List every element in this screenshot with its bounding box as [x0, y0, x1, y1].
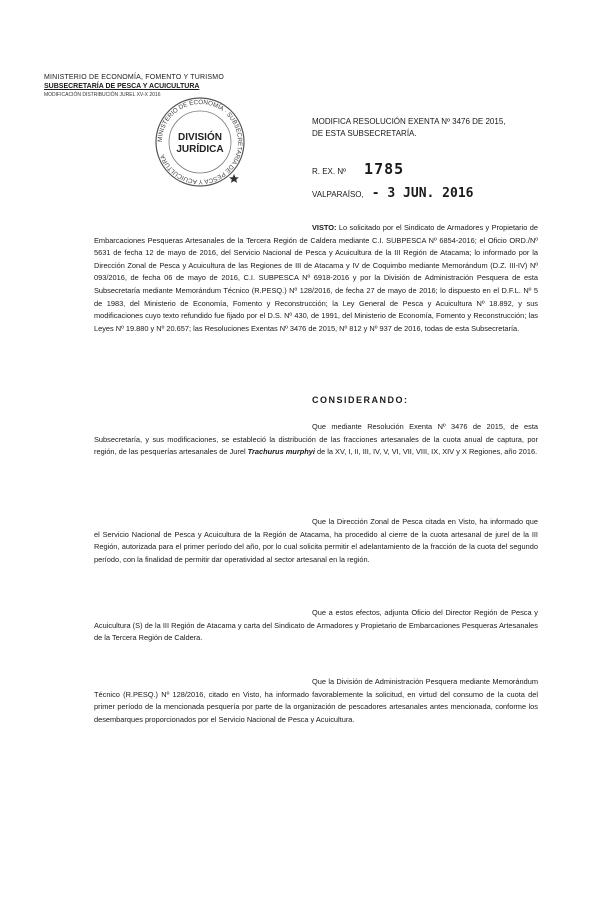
p2-text: Que la Dirección Zonal de Pesca citada en Visto, ha informado que el Servicio Nacional de Pesca y Acuicultura de la Región de Atacama, ha procedido al cierre de la cuota artesanal de jurel de la III Región, autorizada para el primer período del año, por lo cual solicita permitir el adelantamiento de la fracción de la cuota del segundo período, con la finalidad de permitir dar operatividad al sector artesanal en la región. — [94, 517, 538, 564]
considerando-paragraph-3 — [94, 607, 538, 645]
considerando-paragraph-4 — [94, 676, 538, 726]
visto-text: Lo solicitado por el Sindicato de Armadores y Propietario de Embarcaciones Pesqueras Artesanales de la Tercera Región de Caldera mediante C.I. SUBPESCA Nº 6854-2016; el Oficio ORD./Nº 5631 de fecha 12 de mayo de 2016, del Servicio Nacional de Pesca y Acuicultura de la III Región de Atacama; lo informado por la Dirección Zonal de Pesca y Acuicultura de las Regiones de III de Atacama y IV de Coquimbo mediante Memorándum (D.Z. III-IV) Nº 093/2016, de fecha 06 de mayo de 2016, C.I. SUBPESCA Nº 6918-2016 y por la División de Administración Pesquera de esta Subsecretaría mediante Memorándum Técnico (R.PESQ.) Nº 128/2016, de fecha 27 de mayo de 2016; lo dispuesto en el D.F.L. Nº 5 de 1983, del Ministerio de Economía, Fomento y Reconstrucción; la Ley General de Pesca y Acuicultura Nº 18.892, y sus modificaciones cuyo texto refundido fue fijado por el D.S. Nº 430, de 1991, del Ministerio de Economía, Fomento y Reconstrucción; las Leyes Nº 19.880 y Nº 20.657; las Resoluciones Exentas Nº 3476 de 2015, Nº 812 y Nº 937 de 2016, todas de esta Subsecretaría. — [94, 223, 538, 333]
resolution-label: R. EX. Nº — [312, 167, 347, 176]
resolution-number: 1785 — [364, 160, 405, 178]
seal-ring-text: MINISTERIO DE ECONOMÍA · SUBSECRETARÍA DE PESCA Y ACUICULTURA — [156, 98, 244, 186]
seal-line-2: JURÍDICA — [176, 144, 224, 155]
ministry-name: MINISTERIO DE ECONOMÍA, FOMENTO Y TURISMO — [44, 74, 224, 81]
date-row — [312, 186, 473, 201]
resolution-subject — [312, 116, 562, 140]
p1-text-b: de la XV, I, II, III, IV, V, VI, VII, VIII, IX, XIV y X Regiones, año 2016. — [316, 447, 538, 457]
seal-line-1: DIVISIÓN — [178, 132, 222, 143]
subject-line-2: DE ESTA SUBSECRETARÍA. — [312, 129, 417, 138]
p3-text: Que a estos efectos, adjunta Oficio del Director Región de Pesca y Acuicultura (S) de la III Región de Atacama y carta del Sindicato de Armadores y Propietario de Embarcaciones Pesqueras Artesanales de la Tercera Región de Caldera. — [94, 608, 538, 643]
subsecretaria-name: SUBSECRETARÍA DE PESCA Y ACUICULTURA — [44, 83, 200, 90]
considerando-paragraph-1 — [94, 421, 538, 459]
resolution-number-row — [312, 160, 404, 178]
division-juridica-seal — [148, 96, 252, 188]
p4-text: Que la División de Administración Pesquera mediante Memorándum Técnico (R.PESQ.) Nº 128/2016, citado en Visto, ha informado favorablemente la solicitud, en virtud del consumo de la cuota del primer período de la mencionada pesquería por parte de la organización de pescadores artesanales antes mencionada, conforme los desembarques proporcionados por el Servicio Nacional de Pesca y Acuicultura. — [94, 677, 538, 724]
subject-line-1: MODIFICA RESOLUCIÓN EXENTA Nº 3476 DE 2015, — [312, 117, 506, 126]
document-reference: MODIFICACIÓN DISTRIBUCIÓN JUREL XV-X 2016 — [44, 92, 161, 98]
p1-text-a: Que mediante Resolución Exenta Nº 3476 de 2015, de esta Subsecretaría, y sus modificaciones, se estableció la distribución de las fracciones artesanales de la cuota anual de captura, por región, de las pesquerías artesanales de Jurel — [94, 422, 538, 457]
seal-star-icon — [229, 174, 239, 183]
species-name: Trachurus murphyi — [247, 447, 315, 457]
considerando-title: CONSIDERANDO: — [312, 395, 409, 405]
visto-label: VISTO: — [312, 223, 337, 232]
considerando-paragraph-2 — [94, 516, 538, 566]
date-city: VALPARAÍSO, — [312, 190, 364, 199]
visto-paragraph — [94, 222, 538, 335]
date-stamp: - 3 JUN. 2016 — [371, 186, 474, 201]
